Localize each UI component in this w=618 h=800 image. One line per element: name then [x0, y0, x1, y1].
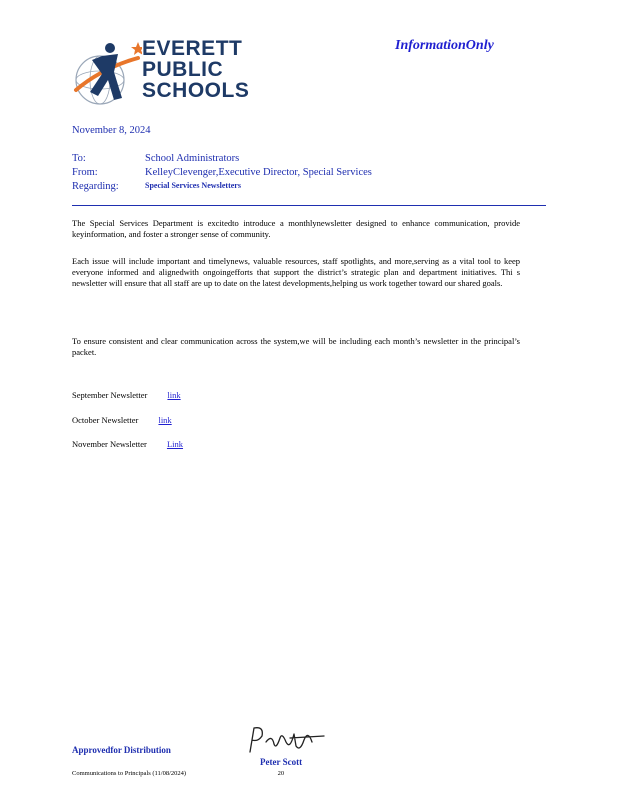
- regarding-label: Regarding:: [72, 181, 119, 192]
- logo-wordmark: EVERETT PUBLIC SCHOOLS: [142, 37, 250, 102]
- body-paragraph-2: Each issue will include important and timelynews, valuable resources, staff spotlights, and more,serving as a vital tool to keep everyone informed and alignedwith ongoingefforts that support the district’s strategic plan and department initiatives. Thi s newsletter will ensure that all staff are up to date on the latest developments,helping us work together toward our shared goals.: [72, 256, 520, 288]
- newsletter-row-november: [72, 439, 183, 449]
- header-divider: [72, 205, 546, 206]
- newsletter-label: October Newsletter: [72, 415, 139, 425]
- signer-name: Peter Scott: [260, 757, 303, 767]
- september-newsletter-link[interactable]: link: [167, 390, 181, 400]
- newsletter-row-october: [72, 415, 172, 425]
- body-paragraph-1: The Special Services Department is excitedto introduce a monthlynewsletter designed to enhance communication, provide keyinformation, and foster a stronger sense of community.: [72, 218, 520, 239]
- memo-date: November 8, 2024: [72, 125, 151, 136]
- to-label: To:: [72, 153, 86, 164]
- communications-line: Communications to Principals (11/08/2024): [72, 770, 187, 777]
- november-newsletter-link[interactable]: Link: [166, 439, 184, 449]
- logo-mark-icon: [72, 38, 142, 110]
- october-newsletter-link[interactable]: link: [158, 415, 172, 425]
- communications-footer: [72, 770, 284, 777]
- information-only-label: InformationOnly: [395, 38, 494, 53]
- from-label: From:: [72, 167, 98, 178]
- everett-logo: [72, 38, 252, 110]
- to-value: School Administrators: [145, 153, 240, 164]
- approved-for-distribution: Approvedfor Distribution: [72, 745, 171, 755]
- page-number: 20: [277, 770, 285, 777]
- newsletter-row-september: [72, 390, 181, 400]
- from-value: KelleyClevenger,Executive Director, Special Services: [145, 167, 372, 178]
- regarding-value: Special Services Newsletters: [145, 181, 241, 190]
- newsletter-label: November Newsletter: [72, 439, 147, 449]
- newsletter-label: September Newsletter: [72, 390, 148, 400]
- signature-icon: [246, 722, 330, 756]
- body-paragraph-3: To ensure consistent and clear communication across the system,we will be including each month’s newsletter in the principal’s packet.: [72, 336, 520, 357]
